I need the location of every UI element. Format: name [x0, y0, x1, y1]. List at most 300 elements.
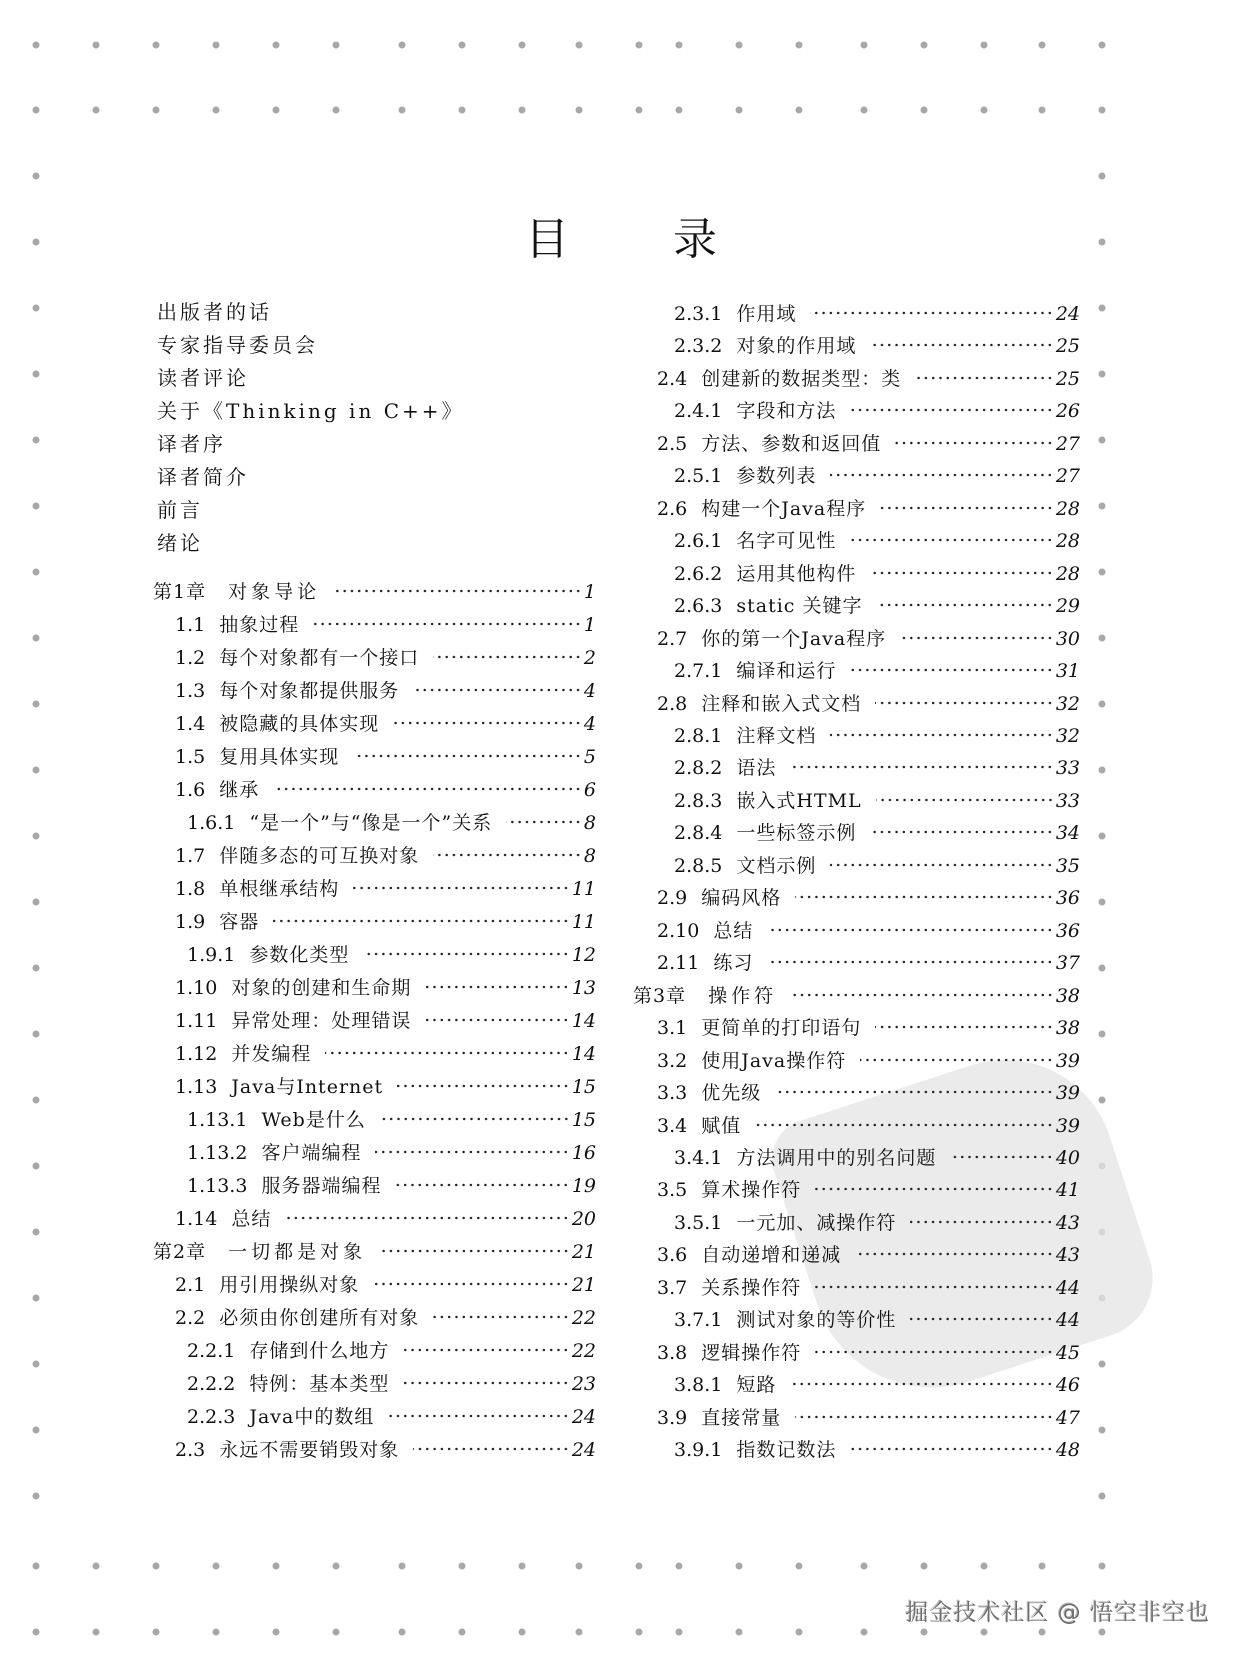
section-number: 2.4.1 — [674, 400, 723, 423]
dot-leader — [334, 588, 582, 594]
dot-leader — [767, 927, 1053, 933]
section-title: 短路 — [736, 1374, 777, 1397]
section-title: 字段和方法 — [736, 400, 837, 423]
page-number: 37 — [1055, 952, 1080, 975]
dot-leader — [395, 1182, 569, 1188]
toc-section-entry[interactable] — [630, 883, 1080, 913]
section-number: 2.3.2 — [674, 335, 723, 358]
front-matter-item[interactable]: 读者评论 — [157, 366, 249, 390]
dot-leader — [791, 992, 1054, 998]
page-number: 1 — [583, 614, 596, 636]
dot-leader — [790, 764, 1053, 770]
section-title: 嵌入式HTML — [736, 789, 862, 812]
dot-leader — [875, 1024, 1054, 1030]
page-number: 28 — [1055, 497, 1080, 520]
dot-leader — [850, 537, 1053, 543]
section-title: 逻辑操作符 — [701, 1341, 802, 1364]
section-title: 服务器端编程 — [261, 1175, 382, 1197]
section-title: 作用域 — [736, 303, 797, 325]
page-number: 20 — [571, 1208, 596, 1230]
section-number: 2.4 — [657, 367, 688, 390]
toc-section-entry[interactable] — [630, 916, 1080, 946]
section-number: 1.3 — [175, 680, 206, 702]
site-credit-watermark: 掘金技术社区 @ 悟空非空也 — [905, 1600, 1210, 1626]
toc-section-entry[interactable] — [630, 624, 1080, 654]
section-number: 2.7.1 — [674, 660, 723, 683]
page-number: 41 — [1055, 1179, 1080, 1202]
page-number: 39 — [1055, 1114, 1080, 1137]
section-number: 1.13.2 — [187, 1142, 248, 1164]
page-number: 24 — [571, 1406, 596, 1428]
section-number: 1.8 — [175, 878, 206, 900]
dot-leader — [860, 1057, 1054, 1063]
toc-section-entry[interactable] — [150, 1303, 596, 1333]
toc-section-entry[interactable] — [150, 808, 596, 838]
dot-leader — [403, 1347, 569, 1353]
page-number: 48 — [1055, 1439, 1080, 1462]
dot-leader — [273, 786, 582, 792]
toc-section-entry[interactable] — [630, 461, 1080, 491]
page-number: 4 — [583, 713, 596, 735]
toc-section-entry[interactable] — [150, 907, 596, 937]
title-char: 目 — [525, 214, 569, 265]
dot-leader — [373, 1281, 570, 1287]
page-number: 24 — [571, 1439, 596, 1461]
section-title: 优先级 — [701, 1082, 762, 1105]
section-number: 2.9 — [657, 887, 688, 910]
section-title: 每个对象都提供服务 — [219, 680, 400, 702]
page-number: 31 — [1055, 660, 1080, 683]
toc-section-entry[interactable] — [150, 1039, 596, 1069]
toc-section-entry[interactable] — [150, 643, 596, 673]
page-number: 38 — [1055, 984, 1080, 1007]
section-number: 2.11 — [657, 952, 700, 975]
dot-leader — [363, 951, 569, 957]
toc-section-entry[interactable] — [150, 709, 596, 739]
section-title: 更简单的打印语句 — [701, 1017, 862, 1040]
toc-section-entry[interactable] — [630, 364, 1080, 394]
section-title: 注释文档 — [736, 724, 817, 747]
toc-section-entry[interactable] — [630, 689, 1080, 719]
toc-section-entry[interactable] — [630, 494, 1080, 524]
section-title: 单根继承结构 — [219, 878, 340, 900]
page-number: 44 — [1055, 1309, 1080, 1332]
dot-leader — [876, 602, 1053, 608]
toc-section-entry[interactable] — [150, 610, 596, 640]
dot-leader — [353, 753, 582, 759]
toc-section-entry[interactable] — [150, 1402, 596, 1432]
dot-leader — [950, 1154, 1053, 1160]
toc-section-entry[interactable] — [150, 1204, 596, 1234]
page-number: 32 — [1055, 692, 1080, 715]
section-title: 一元加、减操作符 — [736, 1211, 897, 1234]
page-number: 5 — [583, 746, 596, 768]
toc-section-entry[interactable] — [150, 1171, 596, 1201]
section-title: 用引用操纵对象 — [219, 1274, 360, 1296]
section-title: 算术操作符 — [701, 1179, 802, 1202]
dot-leader — [285, 1215, 569, 1221]
front-matter-item[interactable]: 绪论 — [157, 531, 203, 555]
dot-leader — [380, 1116, 570, 1122]
toc-section-entry[interactable] — [150, 1138, 596, 1168]
page-number: 25 — [1055, 335, 1080, 358]
section-title: 语法 — [736, 757, 777, 780]
page-number: 23 — [571, 1373, 596, 1395]
page-number: 39 — [1055, 1049, 1080, 1072]
section-title: 每个对象都有一个接口 — [219, 647, 420, 669]
section-number: 3.8.1 — [674, 1374, 723, 1397]
section-number: 1.13.1 — [187, 1109, 248, 1131]
page-title — [0, 203, 1242, 267]
toc-section-entry[interactable] — [630, 948, 1080, 978]
section-title: Java中的数组 — [249, 1406, 375, 1428]
toc-section-entry[interactable] — [630, 721, 1080, 751]
section-number: 1.4 — [175, 713, 206, 735]
toc-section-entry[interactable] — [630, 1403, 1080, 1433]
section-title: 关系操作符 — [701, 1276, 802, 1299]
section-title: 运用其他构件 — [736, 562, 857, 585]
section-title: Web是什么 — [261, 1109, 366, 1131]
toc-section-entry[interactable] — [150, 1336, 596, 1366]
dot-leader — [313, 621, 582, 627]
section-number: 2.5.1 — [674, 465, 723, 488]
toc-section-entry[interactable] — [630, 1338, 1080, 1368]
toc-section-entry[interactable] — [630, 1046, 1080, 1076]
toc-section-entry[interactable] — [150, 1072, 596, 1102]
toc-section-entry[interactable] — [630, 1013, 1080, 1043]
section-number: 3.1 — [657, 1017, 688, 1040]
dot-leader — [795, 1414, 1054, 1420]
toc-section-entry[interactable] — [630, 786, 1080, 816]
section-number: 3.5 — [657, 1179, 688, 1202]
toc-section-entry[interactable] — [630, 851, 1080, 881]
section-title: 参数列表 — [736, 465, 817, 488]
toc-chapter-entry[interactable] — [150, 577, 596, 607]
toc-section-entry[interactable] — [150, 1270, 596, 1300]
page-number: 4 — [583, 680, 596, 702]
toc-section-entry[interactable] — [150, 973, 596, 1003]
section-number: 1.1 — [175, 614, 206, 636]
dot-leader — [870, 342, 1053, 348]
section-number: 2.8.4 — [674, 822, 723, 845]
page-number: 29 — [1055, 595, 1080, 618]
toc-section-entry[interactable] — [630, 1175, 1080, 1205]
page-number: 40 — [1055, 1146, 1080, 1169]
toc-section-entry[interactable] — [630, 526, 1080, 556]
dot-leader — [830, 472, 1053, 478]
toc-section-entry[interactable] — [630, 559, 1080, 589]
toc-section-entry[interactable] — [150, 874, 596, 904]
section-title: 存储到什么地方 — [249, 1340, 390, 1362]
dot-leader — [915, 375, 1054, 381]
page-number: 13 — [571, 977, 596, 999]
page-number: 22 — [571, 1307, 596, 1329]
section-title: 复用具体实现 — [219, 746, 340, 768]
toc-section-entry[interactable] — [150, 1105, 596, 1135]
toc-section-entry[interactable] — [630, 299, 1080, 329]
front-matter-item[interactable]: 译者简介 — [157, 465, 249, 489]
section-title: 操作符 — [708, 984, 778, 1007]
dot-leader — [900, 635, 1054, 641]
section-number: 1.7 — [175, 845, 206, 867]
dot-leader — [393, 720, 582, 726]
page-number: 46 — [1055, 1374, 1080, 1397]
section-number: 1.13.3 — [187, 1175, 248, 1197]
dot-leader — [910, 1219, 1053, 1225]
dot-leader — [830, 862, 1053, 868]
section-title: 名字可见性 — [736, 530, 837, 553]
dot-leader — [850, 667, 1053, 673]
dot-leader — [815, 1349, 1054, 1355]
dot-leader — [413, 687, 582, 693]
section-title: 对象的创建和生命期 — [231, 977, 412, 999]
toc-chapter-entry[interactable] — [630, 981, 1080, 1011]
section-number: 2.2.3 — [187, 1406, 236, 1428]
page-number: 45 — [1055, 1341, 1080, 1364]
section-number: 2.3.1 — [674, 303, 723, 325]
section-title: 一些标签示例 — [736, 822, 857, 845]
section-number: 2.1 — [175, 1274, 206, 1296]
page-number: 19 — [571, 1175, 596, 1197]
section-title: 赋值 — [701, 1114, 742, 1137]
section-number: 1.9 — [175, 911, 206, 933]
toc-section-entry[interactable] — [150, 676, 596, 706]
page-number: 36 — [1055, 887, 1080, 910]
dot-leader — [413, 1446, 570, 1452]
section-number: 2.8.1 — [674, 724, 723, 747]
section-title: 编译和运行 — [736, 660, 837, 683]
page-number: 6 — [583, 779, 596, 801]
section-title: 被隐藏的具体实现 — [219, 713, 380, 735]
dot-leader — [855, 1251, 1054, 1257]
page-number: 16 — [571, 1142, 596, 1164]
front-matter-item[interactable]: 专家指导委员会 — [157, 333, 318, 357]
toc-section-entry[interactable] — [630, 396, 1080, 426]
page-number: 1 — [583, 581, 596, 603]
section-title: 直接常量 — [701, 1406, 782, 1429]
page-number: 44 — [1055, 1276, 1080, 1299]
section-number: 3.9.1 — [674, 1439, 723, 1462]
section-number: 1.5 — [175, 746, 206, 768]
section-title: 你的第一个Java程序 — [701, 627, 887, 650]
section-title: 指数记数法 — [736, 1439, 837, 1462]
dot-leader — [775, 1089, 1054, 1095]
dot-leader — [790, 1381, 1053, 1387]
page-number: 47 — [1055, 1406, 1080, 1429]
section-number: 3.4 — [657, 1114, 688, 1137]
section-number: 1.13 — [175, 1076, 218, 1098]
toc-section-entry[interactable] — [630, 1370, 1080, 1400]
page-number: 33 — [1055, 757, 1080, 780]
page-number: 12 — [571, 944, 596, 966]
section-number: 3.8 — [657, 1341, 688, 1364]
toc-section-entry[interactable] — [630, 331, 1080, 361]
section-number: 3.6 — [657, 1244, 688, 1267]
page-number: 27 — [1055, 432, 1080, 455]
page-number: 14 — [571, 1010, 596, 1032]
toc-section-entry[interactable] — [150, 1435, 596, 1465]
page-number: 28 — [1055, 562, 1080, 585]
section-number: 3.3 — [657, 1082, 688, 1105]
section-number: 1.6.1 — [187, 812, 236, 834]
page-number: 39 — [1055, 1082, 1080, 1105]
dot-leader — [850, 1446, 1053, 1452]
page-number: 15 — [571, 1076, 596, 1098]
page-number: 24 — [1055, 303, 1080, 325]
section-title: Java与Internet — [231, 1076, 384, 1098]
section-number: 第3章 — [633, 984, 687, 1007]
dot-leader — [880, 505, 1054, 511]
toc-section-entry[interactable] — [150, 1006, 596, 1036]
section-number: 2.8.3 — [674, 789, 723, 812]
section-title: 参数化类型 — [249, 944, 350, 966]
page-number: 2 — [583, 647, 596, 669]
front-matter-item[interactable]: 关于《Thinking in C++》 — [157, 399, 465, 423]
toc-section-entry[interactable] — [630, 429, 1080, 459]
front-matter-list — [157, 296, 465, 560]
dot-leader — [810, 310, 1053, 316]
section-number: 2.2.2 — [187, 1373, 236, 1395]
toc-section-entry[interactable] — [630, 1240, 1080, 1270]
page-number: 38 — [1055, 1017, 1080, 1040]
section-number: 第2章 — [153, 1241, 207, 1263]
page-number: 26 — [1055, 400, 1080, 423]
section-number: 1.14 — [175, 1208, 218, 1230]
toc-section-entry[interactable] — [630, 1273, 1080, 1303]
section-number: 1.6 — [175, 779, 206, 801]
section-number: 3.7.1 — [674, 1309, 723, 1332]
section-number: 1.9.1 — [187, 944, 236, 966]
section-title: 对象的作用域 — [736, 335, 857, 358]
page-number: 21 — [571, 1274, 596, 1296]
section-title: 文档示例 — [736, 854, 817, 877]
dot-leader — [815, 1284, 1054, 1290]
section-title: 异常处理：处理错误 — [231, 1010, 412, 1032]
section-title: 练习 — [713, 952, 754, 975]
section-title: 永远不需要销毁对象 — [219, 1439, 400, 1461]
page-number: 28 — [1055, 530, 1080, 553]
dot-leader — [755, 1122, 1054, 1128]
toc-section-entry[interactable] — [630, 1078, 1080, 1108]
dot-leader — [767, 959, 1053, 965]
section-number: 1.11 — [175, 1010, 218, 1032]
section-number: 3.4.1 — [674, 1146, 723, 1169]
toc-section-entry[interactable] — [630, 753, 1080, 783]
toc-section-entry[interactable] — [630, 818, 1080, 848]
section-number: 第1章 — [153, 581, 207, 603]
section-number: 3.5.1 — [674, 1211, 723, 1234]
dot-leader — [388, 1413, 569, 1419]
dot-leader — [433, 852, 582, 858]
section-title: 容器 — [219, 911, 260, 933]
toc-section-entry[interactable] — [150, 775, 596, 805]
page-number: 34 — [1055, 822, 1080, 845]
section-title: 对象导论 — [228, 581, 321, 603]
page-number: 33 — [1055, 789, 1080, 812]
section-title: 方法调用中的别名问题 — [736, 1146, 937, 1169]
dot-leader — [375, 1149, 569, 1155]
section-number: 1.10 — [175, 977, 218, 999]
section-title: 方法、参数和返回值 — [701, 432, 882, 455]
toc-chapter-entry[interactable] — [150, 1237, 596, 1267]
section-title: 使用Java操作符 — [701, 1049, 847, 1072]
section-title: 伴随多态的可互换对象 — [219, 845, 420, 867]
toc-section-entry[interactable] — [630, 1143, 1080, 1173]
toc-section-entry[interactable] — [630, 1435, 1080, 1465]
section-number: 2.3 — [175, 1439, 206, 1461]
section-title: 构建一个Java程序 — [701, 497, 867, 520]
dot-leader — [870, 570, 1053, 576]
section-title: 客户端编程 — [261, 1142, 362, 1164]
section-title: 自动递增和递减 — [701, 1244, 842, 1267]
page-number: 43 — [1055, 1211, 1080, 1234]
page-number: 8 — [583, 845, 596, 867]
section-number: 2.2.1 — [187, 1340, 236, 1362]
section-number: 2.6.2 — [674, 562, 723, 585]
section-title: 测试对象的等价性 — [736, 1309, 897, 1332]
dot-leader — [433, 1314, 570, 1320]
dot-leader — [875, 700, 1054, 706]
dot-leader — [325, 1050, 569, 1056]
section-title: 注释和嵌入式文档 — [701, 692, 862, 715]
toc-section-entry[interactable] — [630, 656, 1080, 686]
page-number: 30 — [1055, 627, 1080, 650]
page-number: 11 — [571, 878, 596, 900]
toc-section-entry[interactable] — [630, 1208, 1080, 1238]
toc-section-entry[interactable] — [630, 1111, 1080, 1141]
section-title: 一切都是对象 — [228, 1241, 367, 1263]
toc-section-entry[interactable] — [150, 940, 596, 970]
front-matter-item[interactable]: 译者序 — [157, 432, 226, 456]
front-matter-item[interactable]: 前言 — [157, 498, 203, 522]
page-number: 14 — [571, 1043, 596, 1065]
section-number: 3.7 — [657, 1276, 688, 1299]
dot-leader — [403, 1380, 569, 1386]
page-number: 8 — [583, 812, 596, 834]
title-char: 录 — [673, 214, 717, 265]
page-number: 35 — [1055, 854, 1080, 877]
toc-section-entry[interactable] — [150, 841, 596, 871]
page-number: 15 — [571, 1109, 596, 1131]
section-title: “是一个”与“像是一个”关系 — [249, 812, 493, 834]
section-number: 2.8 — [657, 692, 688, 715]
dot-leader — [876, 797, 1054, 803]
section-title: 创建新的数据类型：类 — [701, 367, 902, 390]
toc-section-entry[interactable] — [630, 1305, 1080, 1335]
toc-section-entry[interactable] — [150, 742, 596, 772]
front-matter-item[interactable]: 出版者的话 — [157, 300, 272, 324]
section-number: 2.6.3 — [674, 595, 723, 618]
section-title: 并发编程 — [231, 1043, 312, 1065]
page-number: 43 — [1055, 1244, 1080, 1267]
section-number: 2.8.5 — [674, 854, 723, 877]
section-number: 2.6 — [657, 497, 688, 520]
dot-leader — [895, 440, 1054, 446]
section-number: 3.9 — [657, 1406, 688, 1429]
section-number: 3.2 — [657, 1049, 688, 1072]
dot-leader — [433, 654, 582, 660]
section-number: 1.2 — [175, 647, 206, 669]
toc-section-entry[interactable] — [150, 1369, 596, 1399]
page-number: 11 — [571, 911, 596, 933]
dot-leader — [353, 885, 570, 891]
dot-leader — [425, 984, 569, 990]
dot-leader — [870, 829, 1053, 835]
dot-leader — [273, 918, 570, 924]
page-number: 21 — [571, 1241, 596, 1263]
toc-section-entry[interactable] — [630, 591, 1080, 621]
section-title: 必须由你创建所有对象 — [219, 1307, 420, 1329]
